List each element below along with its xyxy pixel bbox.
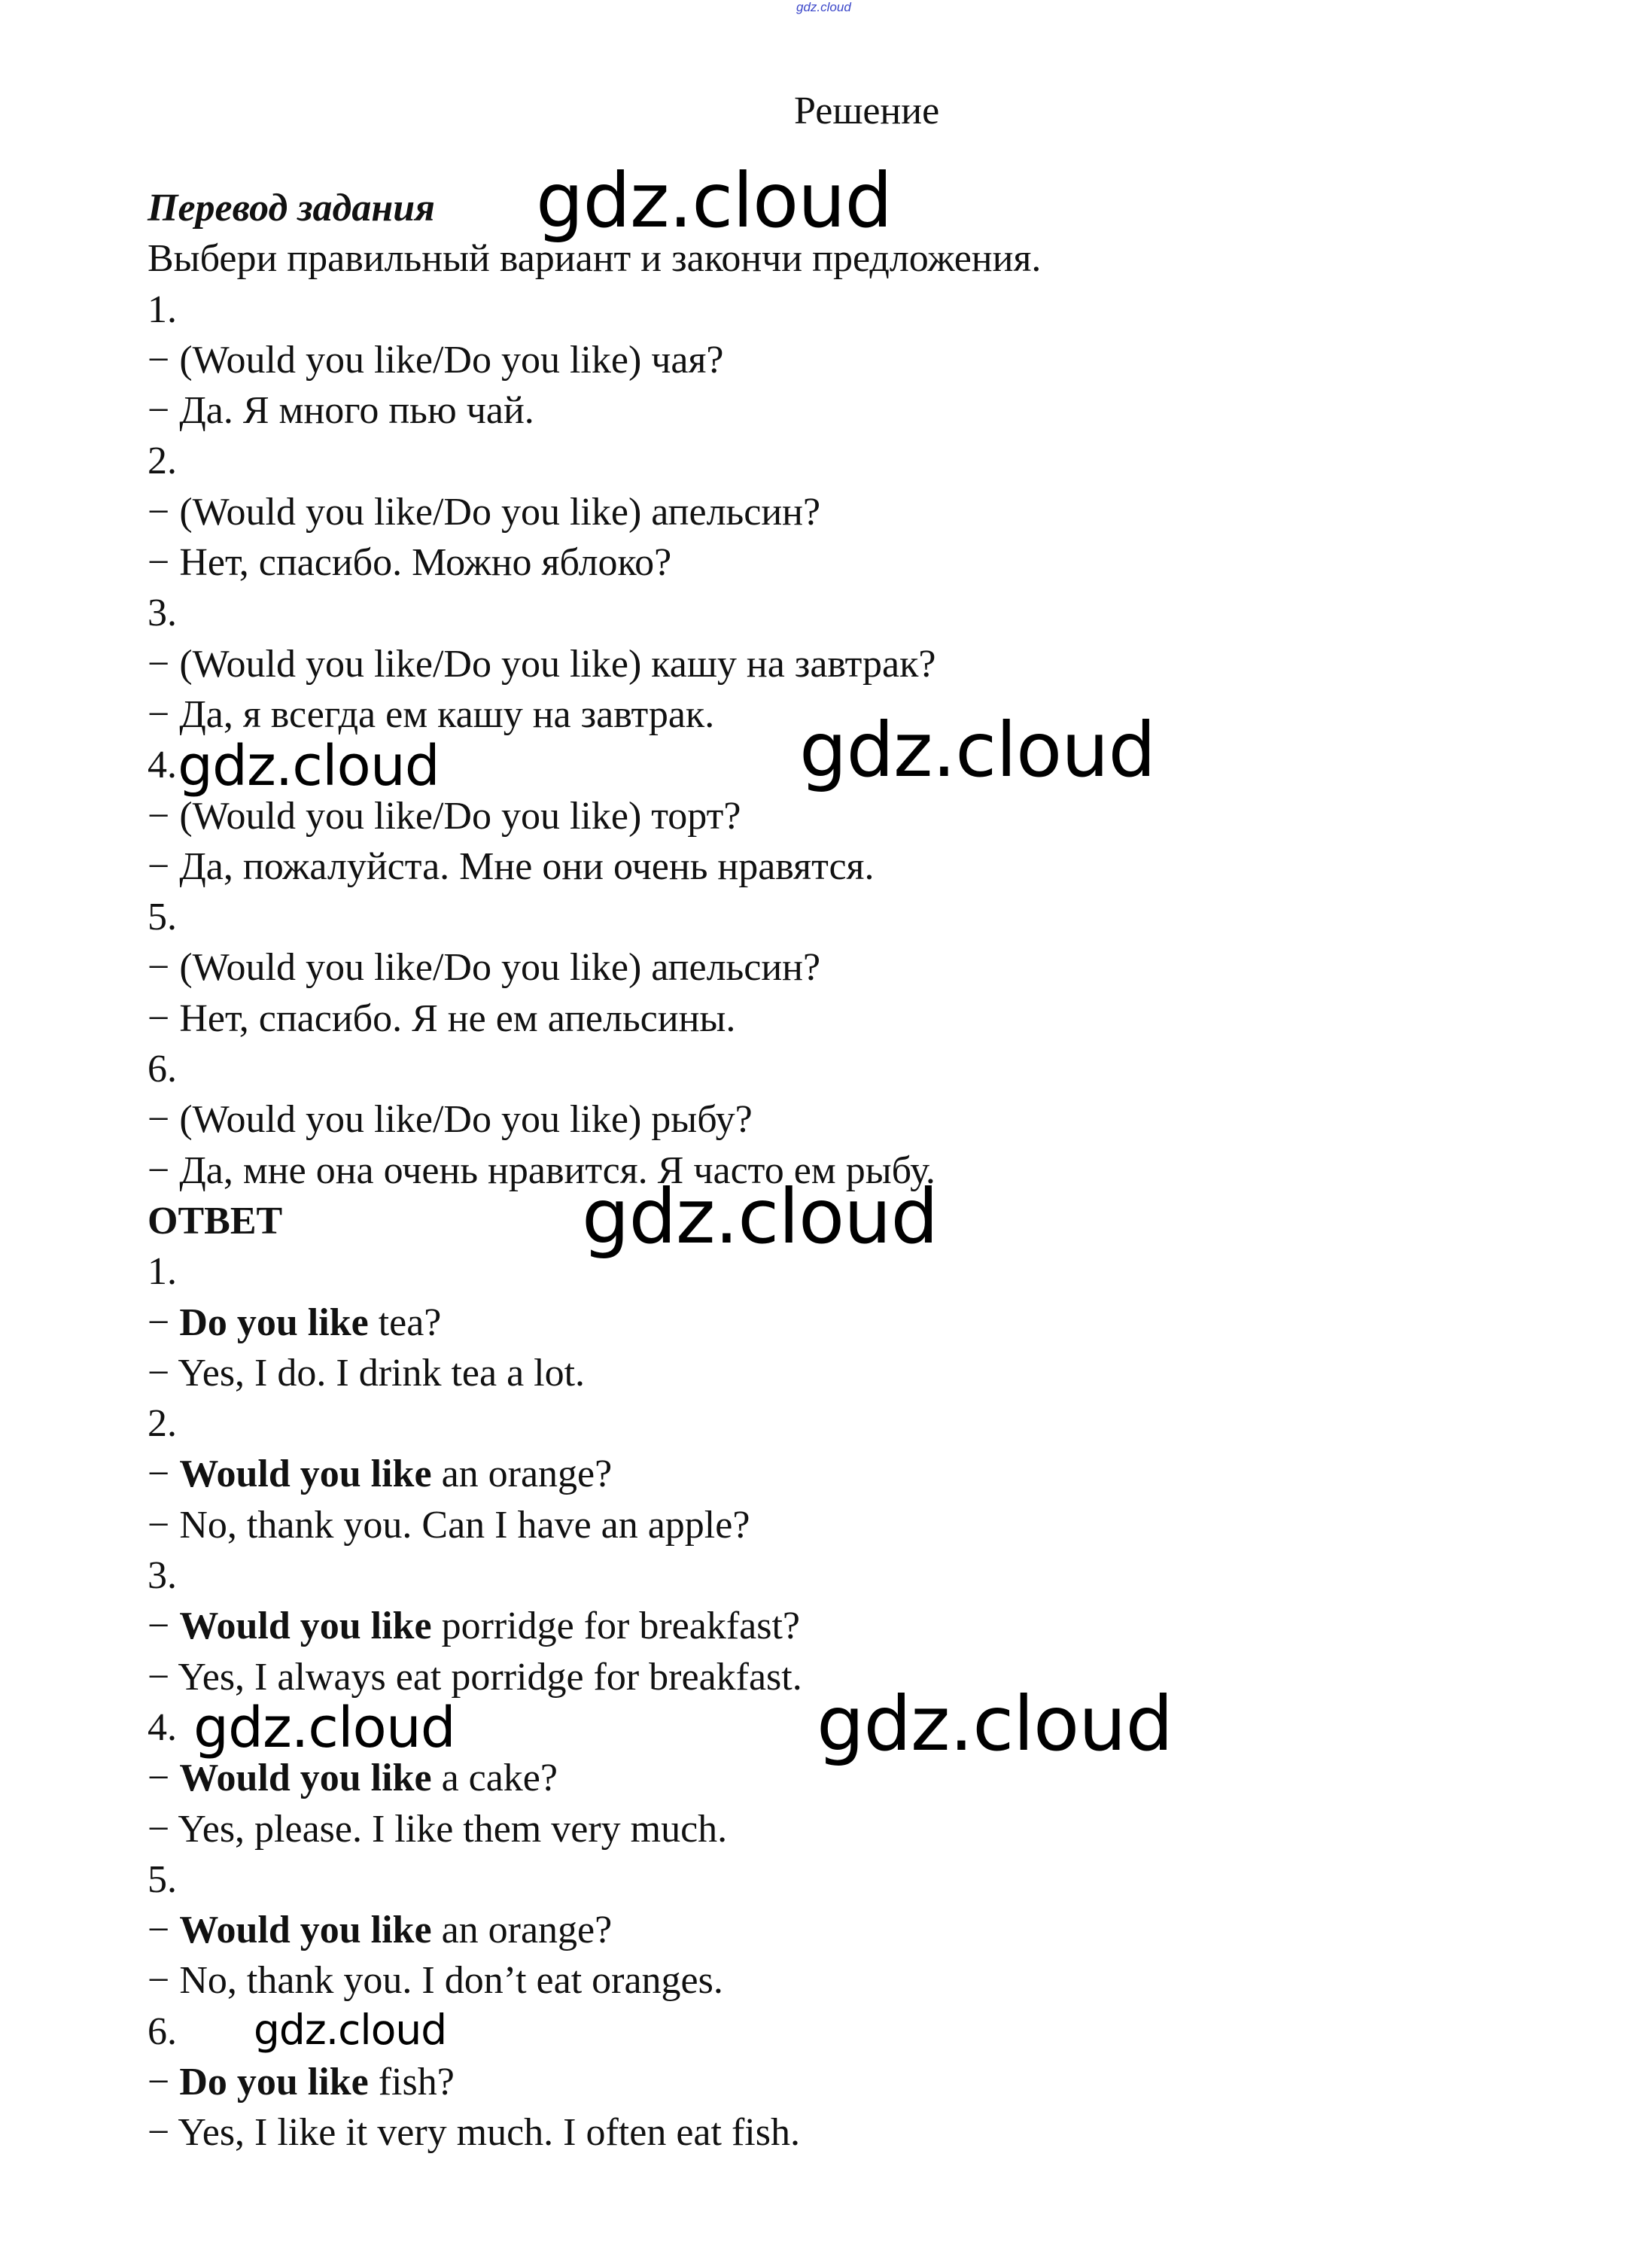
page-title: Решение	[794, 90, 940, 132]
translation-item-question: − (Would you like/Do you like) чая?	[148, 338, 724, 382]
answer-rest: an orange?	[431, 1453, 613, 1496]
answer-item-question	[148, 1449, 1041, 1499]
translation-item-answer: − Да, пожалуйста. Мне они очень нравятся.	[148, 844, 875, 888]
dash: −	[148, 1909, 180, 1952]
dash: −	[148, 1453, 180, 1496]
answer-item-question	[148, 1905, 1041, 1955]
answer-item-number: 3.	[148, 1554, 177, 1598]
watermark: gdz.cloud	[193, 1696, 455, 1760]
translation-item-number: 6.	[148, 1048, 177, 1091]
translation-instruction: Выбери правильный вариант и закончи предложения.	[148, 237, 1042, 281]
site-mark: gdz.cloud	[796, 0, 851, 14]
translation-item-answer: − Да, мне она очень нравится. Я часто ем рыбу.	[148, 1148, 936, 1192]
answer-bold-phrase: Do you like	[179, 1300, 369, 1344]
translation-item-question: − (Would you like/Do you like) апельсин?	[148, 946, 821, 990]
answer-item-number: 4.	[148, 1705, 177, 1749]
answer-rest: tea?	[368, 1300, 442, 1344]
dash: −	[148, 2060, 180, 2104]
watermark: gdz.cloud	[536, 157, 893, 245]
answer-item-number: 5.	[148, 1857, 177, 1901]
answer-rest: porridge for breakfast?	[431, 1605, 800, 1648]
translation-item-number: 3.	[148, 592, 177, 635]
translation-item-question: − (Would you like/Do you like) кашу на завтрак?	[148, 642, 936, 686]
document-body	[148, 183, 1041, 2158]
dash: −	[148, 1300, 180, 1344]
translation-heading: Перевод задания	[148, 187, 435, 230]
answer-item-question	[148, 2057, 1041, 2107]
answer-rest: fish?	[368, 2060, 455, 2104]
answer-item-number: 6.	[148, 2009, 177, 2053]
watermark: gdz.cloud	[582, 1173, 939, 1261]
answer-bold-phrase: Would you like	[179, 1605, 432, 1648]
translation-item-question: − (Would you like/Do you like) торт?	[148, 794, 741, 838]
dash: −	[148, 1757, 180, 1800]
answer-heading: ОТВЕТ	[148, 1199, 283, 1243]
watermark: gdz.cloud	[178, 734, 440, 799]
translation-item-number: 4.	[148, 744, 177, 787]
answer-item-question	[148, 1297, 1041, 1348]
translation-item-question: − (Would you like/Do you like) рыбу?	[148, 1098, 753, 1142]
watermark: gdz.cloud	[799, 706, 1156, 794]
answer-bold-phrase: Do you like	[179, 2060, 369, 2104]
answer-item-question	[148, 1601, 1041, 1651]
translation-item-number: 2.	[148, 440, 177, 483]
translation-item-answer: − Да, я всегда ем кашу на завтрак.	[148, 692, 715, 736]
answer-bold-phrase: Would you like	[179, 1453, 432, 1496]
answer-item-reply: − Yes, please. I like them very much.	[148, 1807, 728, 1851]
answer-item-number: 2.	[148, 1402, 177, 1446]
answer-bold-phrase: Would you like	[179, 1757, 432, 1800]
answer-item-reply: − Yes, I do. I drink tea a lot.	[148, 1351, 586, 1395]
answer-rest: a cake?	[431, 1757, 558, 1800]
translation-item-answer: − Нет, спасибо. Можно яблоко?	[148, 541, 672, 585]
watermark: gdz.cloud	[817, 1680, 1173, 1768]
answer-item-reply: − Yes, I always eat porridge for breakfast.	[148, 1655, 802, 1699]
answer-item-reply: − Yes, I like it very much. I often eat fish.	[148, 2111, 800, 2155]
translation-item-answer: − Да. Я много пью чай.	[148, 389, 534, 433]
answer-rest: an orange?	[431, 1909, 613, 1952]
watermark: gdz.cloud	[254, 2006, 447, 2054]
answer-item-number: 1.	[148, 1250, 177, 1294]
translation-item-number: 1.	[148, 287, 177, 331]
dash: −	[148, 1605, 180, 1648]
translation-item-answer: − Нет, спасибо. Я не ем апельсины.	[148, 996, 736, 1040]
answer-item-reply: − No, thank you. Can I have an apple?	[148, 1503, 750, 1547]
answer-item-reply: − No, thank you. I don’t eat oranges.	[148, 1959, 723, 2003]
translation-item-question: − (Would you like/Do you like) апельсин?	[148, 490, 821, 534]
answer-bold-phrase: Would you like	[179, 1909, 432, 1952]
translation-item-number: 5.	[148, 896, 177, 939]
